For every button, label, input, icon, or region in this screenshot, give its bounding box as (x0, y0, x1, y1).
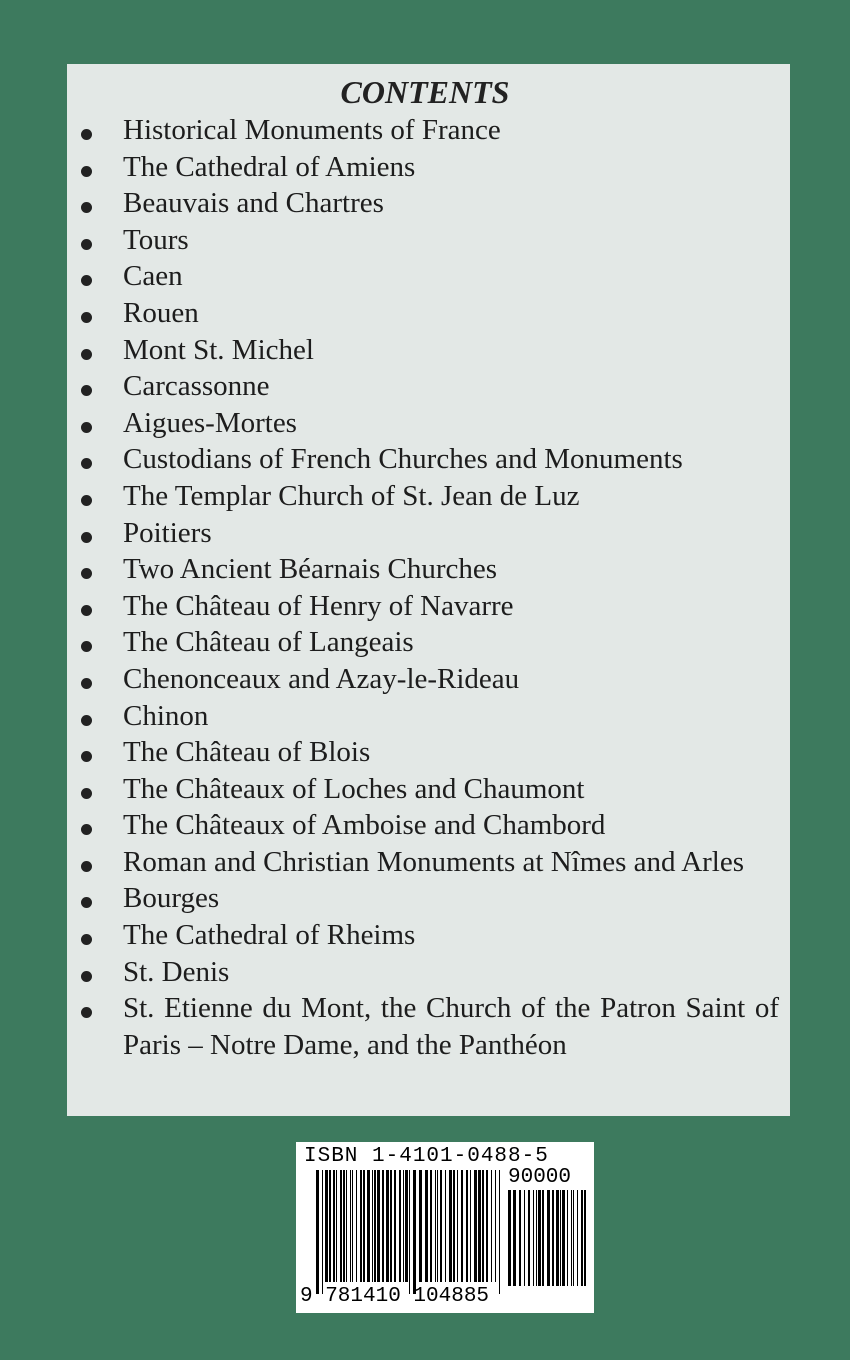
barcode-bar (508, 1190, 511, 1286)
barcode-bar (322, 1170, 323, 1294)
ean-bars (316, 1170, 504, 1294)
barcode-bar (336, 1170, 337, 1282)
bullet-icon (81, 458, 92, 469)
barcode (296, 1142, 594, 1313)
contents-item-label: The Château of Langeais (123, 626, 414, 659)
barcode-bar (394, 1170, 396, 1282)
contents-item (67, 917, 779, 954)
contents-item (67, 661, 779, 698)
contents-item-label: Poitiers (123, 516, 212, 549)
contents-item (67, 734, 779, 771)
barcode-bar (584, 1190, 586, 1286)
barcode-bar (495, 1170, 496, 1282)
bullet-icon (81, 312, 92, 323)
barcode-bar (461, 1170, 463, 1282)
barcode-bar (367, 1170, 370, 1282)
barcode-bar (538, 1190, 541, 1286)
contents-item-label: Caen (123, 260, 183, 293)
barcode-bar (382, 1170, 384, 1282)
contents-list (67, 112, 779, 1063)
isbn-number: ISBN 1-4101-0488-5 (304, 1145, 549, 1168)
bullet-icon (81, 605, 92, 616)
barcode-bar (390, 1170, 392, 1282)
contents-item-label: The Cathedral of Rheims (123, 919, 416, 952)
barcode-bar (409, 1170, 410, 1294)
contents-item (67, 698, 779, 735)
barcode-bar (435, 1170, 436, 1282)
contents-item-label: Rouen (123, 296, 199, 329)
contents-item-label: The Cathedral of Amiens (123, 150, 416, 183)
barcode-bar (419, 1170, 422, 1282)
contents-item (67, 222, 779, 259)
barcode-bar (560, 1190, 561, 1286)
barcode-bar (343, 1170, 345, 1282)
barcode-bar (486, 1170, 488, 1282)
bullet-icon (81, 971, 92, 982)
barcode-bar (374, 1170, 376, 1282)
contents-title: CONTENTS (340, 74, 510, 110)
barcode-bar (453, 1170, 455, 1282)
contents-item-label: Chenonceaux and Azay-le-Rideau (123, 662, 520, 695)
contents-item-label: The Châteaux of Amboise and Chambord (123, 809, 606, 842)
barcode-bar (457, 1170, 458, 1282)
contents-item (67, 149, 779, 186)
barcode-bar (474, 1170, 477, 1282)
contents-item-label: The Templar Church of St. Jean de Luz (123, 479, 580, 512)
contents-item-label: Aigues-Mortes (123, 406, 297, 439)
barcode-bar (524, 1190, 525, 1286)
bullet-icon (81, 202, 92, 213)
barcode-bar (352, 1170, 353, 1282)
barcode-bar (377, 1170, 380, 1282)
contents-item-label: Roman and Christian Monuments at Nîmes and Arles (123, 845, 745, 878)
barcode-bar (350, 1170, 351, 1282)
contents-item (67, 405, 779, 442)
contents-item-label: St. Etienne du Mont, the Church of the Patron Saint of Paris – Notre Dame, and the Panthéon (123, 992, 779, 1061)
barcode-bar (437, 1170, 438, 1282)
barcode-bar (430, 1170, 432, 1282)
price-addon-bars (508, 1190, 588, 1286)
contents-item-label: Carcassonne (123, 370, 270, 403)
barcode-bar (316, 1170, 319, 1294)
contents-item-label: Chinon (123, 699, 209, 732)
contents-item (67, 990, 779, 1063)
barcode-bar (360, 1170, 362, 1282)
contents-item (67, 515, 779, 552)
bullet-icon (81, 239, 92, 250)
barcode-bar (552, 1190, 554, 1286)
contents-item (67, 478, 779, 515)
contents-item (67, 258, 779, 295)
contents-item-label: St. Denis (123, 955, 230, 988)
bullet-icon (81, 715, 92, 726)
barcode-bar (372, 1170, 373, 1282)
bullet-icon (81, 129, 92, 140)
bullet-icon (81, 568, 92, 579)
contents-item (67, 295, 779, 332)
bullet-icon (81, 751, 92, 762)
bullet-icon (81, 349, 92, 360)
barcode-bar (533, 1190, 534, 1286)
barcode-bar (482, 1170, 484, 1282)
barcode-bar (356, 1170, 357, 1282)
barcode-bar (577, 1190, 578, 1286)
barcode-bar (425, 1170, 428, 1282)
bullet-icon (81, 275, 92, 286)
contents-item (67, 844, 779, 881)
contents-item-label: The Châteaux of Loches and Chaumont (123, 772, 585, 805)
contents-item-label: Tours (123, 223, 189, 256)
barcode-bar (562, 1190, 565, 1286)
barcode-bar (542, 1190, 544, 1286)
barcode-bar (499, 1170, 500, 1294)
barcode-bar (346, 1170, 347, 1282)
contents-item (67, 954, 779, 991)
barcode-bar (528, 1190, 530, 1286)
contents-item-label: Mont St. Michel (123, 333, 314, 366)
barcode-bar (567, 1190, 568, 1286)
bullet-icon (81, 824, 92, 835)
contents-item (67, 441, 779, 478)
barcode-bar (536, 1190, 537, 1286)
barcode-bar (513, 1190, 516, 1286)
barcode-bar (413, 1170, 416, 1294)
contents-item-label: Bourges (123, 882, 220, 915)
barcode-bar (340, 1170, 342, 1282)
contents-item-label: The Château of Blois (123, 736, 371, 769)
barcode-bar (325, 1170, 328, 1282)
barcode-bar (491, 1170, 492, 1282)
bullet-icon (81, 861, 92, 872)
contents-item (67, 624, 779, 661)
barcode-bar (519, 1190, 521, 1286)
contents-item (67, 807, 779, 844)
contents-item-label: Beauvais and Chartres (123, 187, 384, 220)
barcode-bar (333, 1170, 335, 1282)
bullet-icon (81, 166, 92, 177)
barcode-bar (571, 1190, 572, 1286)
contents-item (67, 771, 779, 808)
contents-item (67, 112, 779, 149)
contents-item (67, 551, 779, 588)
bullet-icon (81, 788, 92, 799)
contents-item-label: Two Ancient Béarnais Churches (123, 553, 498, 586)
contents-item (67, 332, 779, 369)
bullet-icon (81, 385, 92, 396)
price-code: 90000 (508, 1166, 572, 1189)
barcode-bar (466, 1170, 468, 1282)
barcode-bar (478, 1170, 481, 1282)
bullet-icon (81, 897, 92, 908)
barcode-bar (363, 1170, 365, 1282)
barcode-bar (386, 1170, 389, 1282)
contents-item-label: Custodians of French Churches and Monuments (123, 443, 683, 476)
barcode-bar (399, 1170, 401, 1282)
barcode-bar (556, 1190, 559, 1286)
bullet-icon (81, 678, 92, 689)
barcode-bar (449, 1170, 452, 1282)
barcode-bar (405, 1170, 408, 1282)
barcode-bar (403, 1170, 404, 1282)
bullet-icon (81, 532, 92, 543)
contents-item (67, 588, 779, 625)
contents-item-label: The Château of Henry of Navarre (123, 589, 514, 622)
ean-digits: 9 781410 104885 (300, 1285, 490, 1308)
contents-item (67, 880, 779, 917)
bullet-icon (81, 934, 92, 945)
barcode-bar (547, 1190, 550, 1286)
contents-item (67, 185, 779, 222)
barcode-bar (440, 1170, 442, 1282)
barcode-bar (329, 1170, 331, 1282)
contents-item (67, 368, 779, 405)
bullet-icon (81, 495, 92, 506)
bullet-icon (81, 641, 92, 652)
bullet-icon (81, 1007, 92, 1018)
barcode-bar (470, 1170, 471, 1282)
barcode-bar (445, 1170, 446, 1282)
bullet-icon (81, 422, 92, 433)
contents-item-label: Historical Monuments of France (123, 114, 501, 146)
barcode-bar (581, 1190, 583, 1286)
barcode-bar (573, 1190, 574, 1286)
